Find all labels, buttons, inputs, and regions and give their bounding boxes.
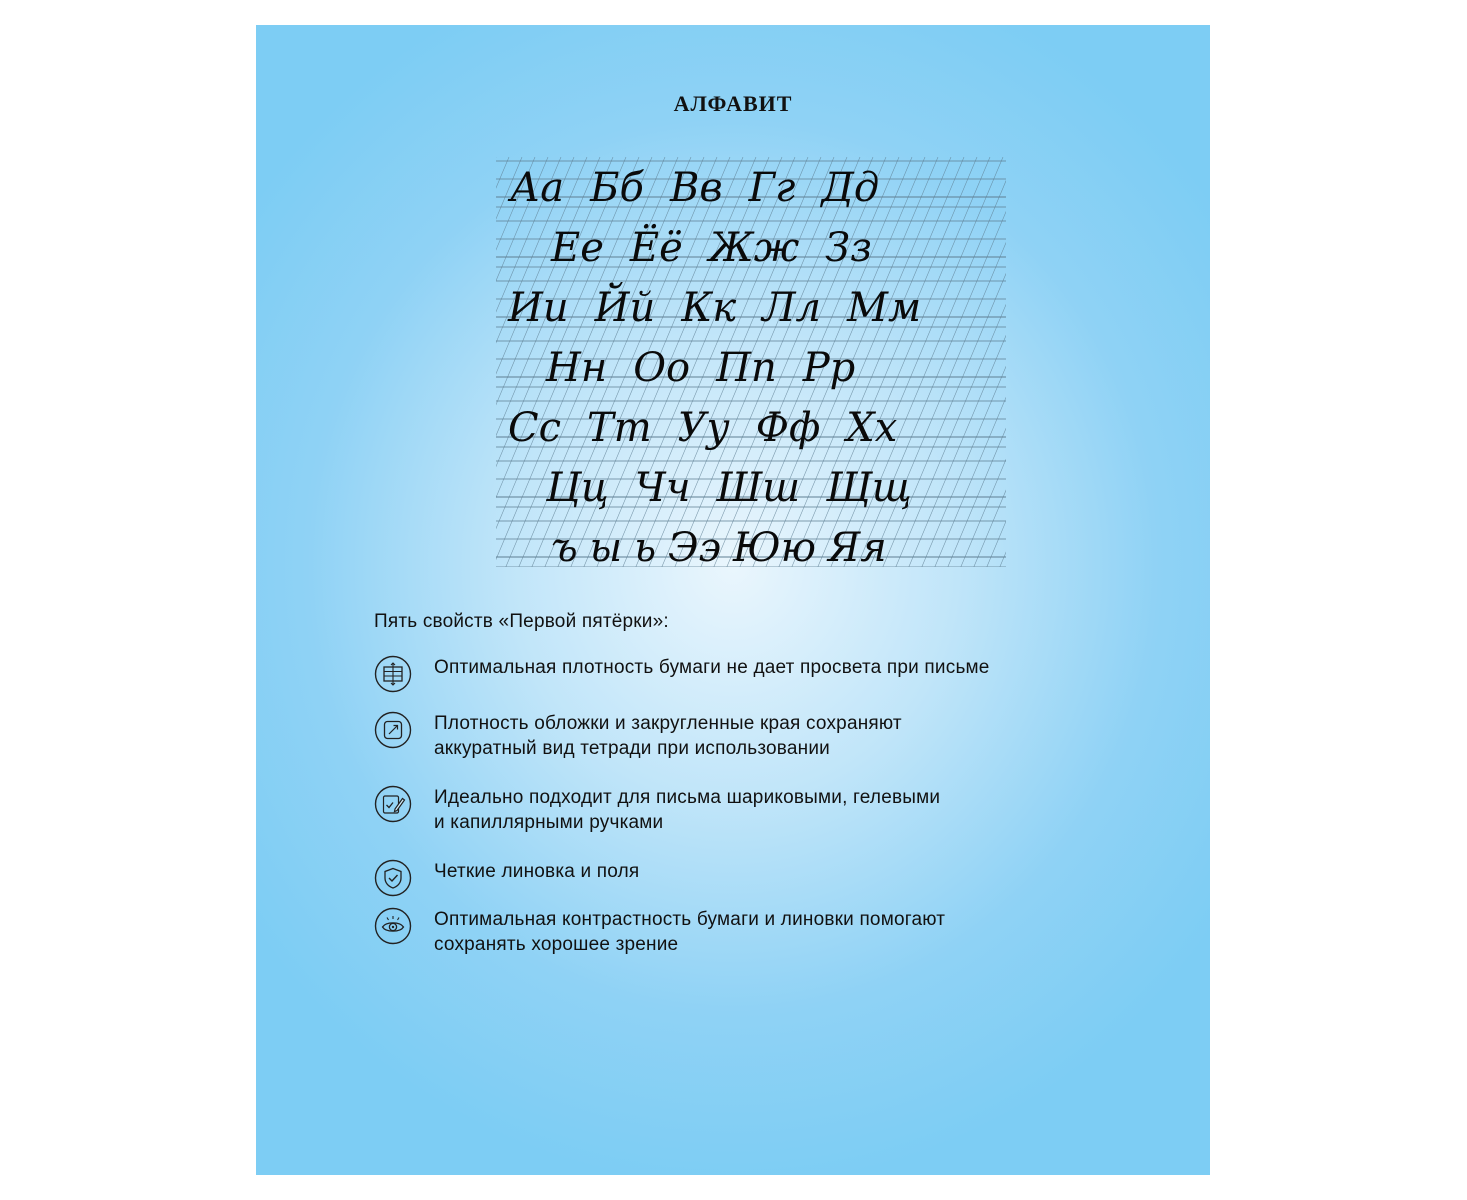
cursive-alphabet-panel [496, 157, 1006, 567]
cursive-letter-pair: Яя [828, 525, 887, 567]
pen-writing-icon [374, 785, 412, 823]
cursive-letter-pair: Дд [821, 165, 880, 211]
cursive-letter-pair: Уу [677, 405, 730, 451]
cursive-letter-pair: Тт [587, 405, 652, 451]
cursive-letter-pair: Аа [510, 165, 565, 211]
cursive-letter-pair: ъ [551, 525, 578, 567]
cursive-letter-pair: ы [589, 525, 623, 567]
cursive-letter-pair: Ии [508, 285, 569, 331]
slant-line [935, 157, 1006, 567]
feature-text: Оптимальная плотность бумаги не дает просвета при письме [434, 657, 990, 678]
cursive-letter-pair: Бб [590, 165, 644, 211]
cursive-letter-pair: Нн [546, 345, 608, 391]
notebook-back-cover [256, 25, 1210, 1175]
shield-check-icon [374, 859, 412, 897]
feature-text: Оптимальная контрастность бумаги и линовки помогают сохранять хорошее зрение [434, 909, 946, 955]
cursive-letter-pair: Йй [594, 285, 656, 331]
cursive-letter-pair: Чч [634, 465, 691, 511]
cursive-letter-pair: Оо [633, 345, 691, 391]
slant-line [496, 157, 509, 567]
cursive-letter-pair: Фф [755, 405, 821, 451]
paper-density-icon [374, 655, 412, 693]
feature-item-contrast [374, 907, 1134, 957]
cursive-letter-pair: Сс [508, 405, 562, 451]
slant-line [909, 157, 1006, 567]
feature-item-rounded-corners [374, 711, 1134, 761]
cursive-letter-pair: Гг [748, 165, 796, 211]
cursive-letter-pair: Лл [762, 285, 822, 331]
cursive-letter-pair: Пп [716, 345, 777, 391]
cursive-letter-pair: Цц [546, 465, 609, 511]
feature-item-pens [374, 785, 1134, 835]
cursive-letter-pair: Юю [733, 525, 816, 567]
ruled-grid [496, 157, 1006, 567]
slant-line [961, 157, 1006, 567]
cursive-letter-pair: Жж [708, 225, 800, 271]
slant-line [496, 157, 535, 567]
features-heading: Пять свойств «Первой пятёрки»: [374, 611, 669, 632]
feature-item-ruling [374, 859, 1134, 897]
feature-text: Идеально подходит для письма шариковыми, гелевыми и капиллярными ручками [434, 787, 941, 833]
cursive-letter-pair: Хх [846, 405, 898, 451]
cursive-letter-pair: ь [634, 525, 657, 567]
feature-text: Плотность обложки и закругленные края сохраняют аккуратный вид тетради при использовании [434, 713, 902, 759]
alphabet-title: АЛФАВИТ [673, 91, 793, 116]
cursive-letter-pair: Ёё [629, 225, 683, 271]
cursive-letter-pair: Ее [551, 225, 604, 271]
cursive-letter-pair: Ээ [668, 525, 722, 567]
cursive-letter-pair: Шш [716, 465, 801, 511]
cursive-letter-pair: Мм [847, 285, 922, 331]
feature-item-paper-density [374, 655, 1134, 693]
cursive-letter-pair: Щщ [826, 465, 912, 511]
cursive-letter-pair: Зз [825, 225, 872, 271]
cursive-letter-pair: Вв [669, 165, 723, 211]
eye-icon [374, 907, 412, 945]
rounded-corner-icon [374, 711, 412, 749]
feature-text: Четкие линовка и поля [434, 861, 640, 882]
cursive-letter-pair: Рр [802, 345, 856, 391]
cursive-letter-pair: Кк [681, 285, 737, 331]
